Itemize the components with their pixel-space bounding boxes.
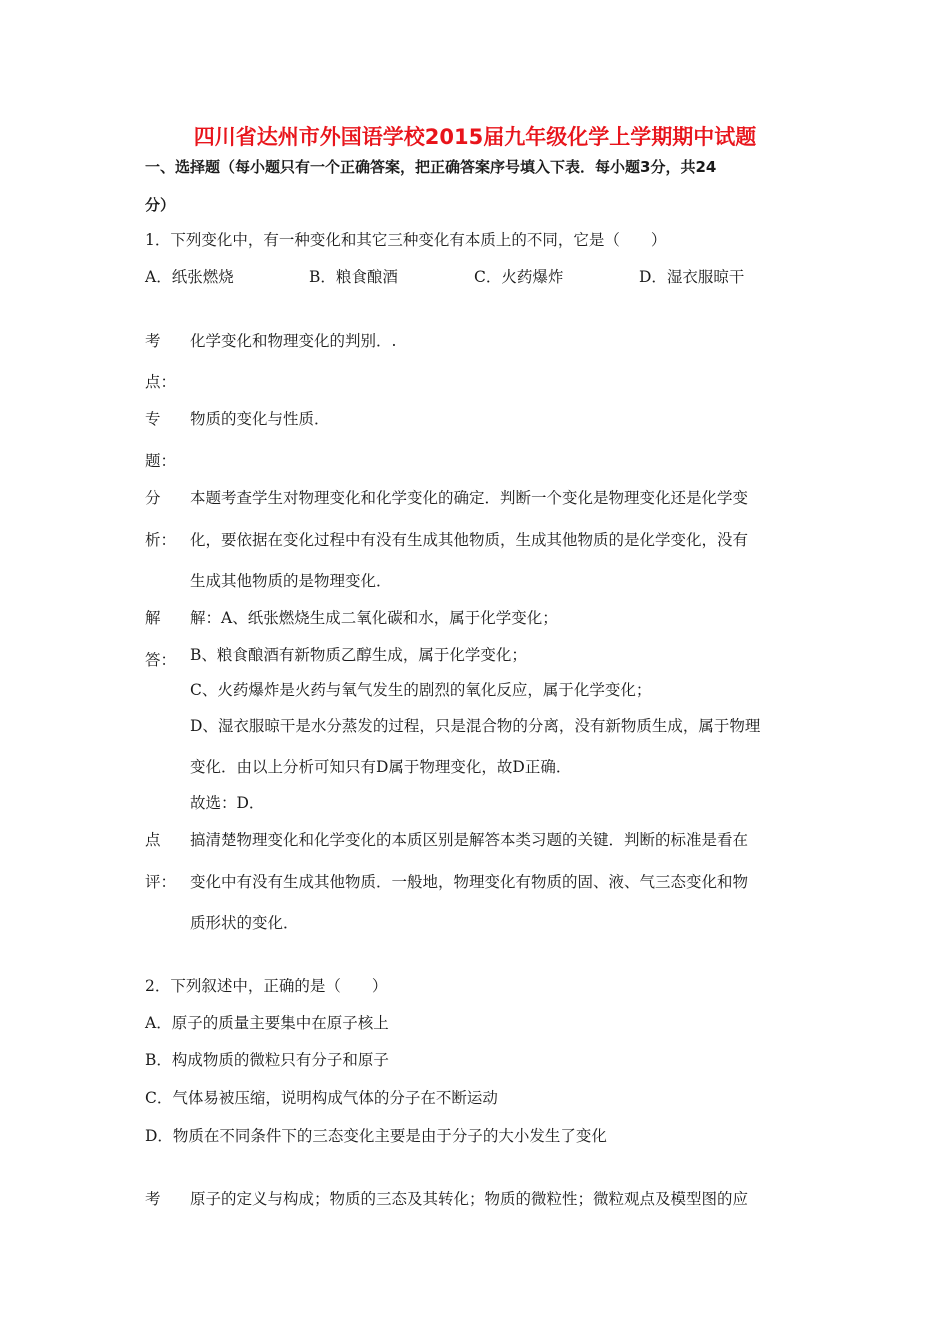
- q1-zhuanti-text: 物质的变化与性质．: [190, 410, 330, 428]
- q1-zhuanti-label-2: 题：: [145, 452, 177, 470]
- q1-jieda-line-3: C、火药爆炸是火药与氧气发生的剧烈的氧化反应，属于化学变化；: [190, 681, 652, 699]
- q1-fenxi-line-2: 化，要依据在变化过程中有没有生成其他物质，生成其他物质的是化学变化，没有: [190, 531, 749, 549]
- q1-jieda-label-1: 解: [145, 609, 161, 627]
- q1-option-a: A．纸张燃烧: [145, 268, 234, 286]
- q1-fenxi-line-3: 生成其他物质的是物理变化．: [190, 572, 392, 590]
- q1-kaodian-label-2: 点：: [145, 373, 177, 391]
- q1-jieda-line-5: 变化．由以上分析可知只有D属于物理变化，故D正确．: [190, 758, 572, 776]
- q1-kaodian-label-1: 考: [145, 332, 161, 350]
- q1-option-d: D．湿衣服晾干: [639, 268, 745, 286]
- question-2-stem: 2．下列叙述中，正确的是（ ）: [145, 977, 388, 995]
- q2-option-b: B．构成物质的微粒只有分子和原子: [145, 1051, 389, 1069]
- q1-jieda-line-2: B、粮食酿酒有新物质乙醇生成，属于化学变化；: [190, 646, 527, 664]
- q1-dianping-label-2: 评：: [145, 873, 177, 891]
- q2-option-a: A．原子的质量主要集中在原子核上: [145, 1014, 389, 1032]
- document-title: 四川省达州市外国语学校2015届九年级化学上学期期中试题: [193, 125, 757, 149]
- q2-kaodian-text: 原子的定义与构成；物质的三态及其转化；物质的微粒性；微粒观点及模型图的应: [190, 1190, 749, 1208]
- q1-dianping-line-2: 变化中有没有生成其他物质．一般地，物理变化有物质的固、液、气三态变化和物: [190, 873, 749, 891]
- q1-jieda-label-2: 答：: [145, 651, 177, 669]
- q1-zhuanti-label-1: 专: [145, 410, 161, 428]
- question-1-stem: 1．下列变化中，有一种变化和其它三种变化有本质上的不同，它是（ ）: [145, 231, 667, 249]
- q1-kaodian-text: 化学变化和物理变化的判别．.: [190, 332, 397, 350]
- section-heading-line1: 一、选择题（每小题只有一个正确答案，把正确答案序号填入下表．每小题3分，共24: [145, 158, 717, 176]
- q2-option-d: D．物质在不同条件下的三态变化主要是由于分子的大小发生了变化: [145, 1127, 607, 1145]
- section-heading-line2: 分）: [145, 196, 176, 214]
- q1-fenxi-label-1: 分: [145, 489, 161, 507]
- q1-jieda-line-4: D、湿衣服晾干是水分蒸发的过程，只是混合物的分离，没有新物质生成，属于物理: [190, 717, 761, 735]
- q1-option-c: C．火药爆炸: [474, 268, 564, 286]
- q1-jieda-line-1: 解：A、纸张燃烧生成二氧化碳和水，属于化学变化；: [190, 609, 558, 627]
- q1-dianping-line-3: 质形状的变化．: [190, 914, 299, 932]
- q1-option-b: B．粮食酿酒: [309, 268, 398, 286]
- q1-fenxi-line-1: 本题考查学生对物理变化和化学变化的确定．判断一个变化是物理变化还是化学变: [190, 489, 749, 507]
- q1-fenxi-label-2: 析：: [145, 531, 177, 549]
- q2-option-c: C．气体易被压缩，说明构成气体的分子在不断运动: [145, 1089, 498, 1107]
- q1-dianping-line-1: 搞清楚物理变化和化学变化的本质区别是解答本类习题的关键．判断的标准是看在: [190, 831, 749, 849]
- q2-kaodian-label-1: 考: [145, 1190, 161, 1208]
- q1-jieda-line-6: 故选：D．: [190, 794, 265, 812]
- q1-dianping-label-1: 点: [145, 831, 161, 849]
